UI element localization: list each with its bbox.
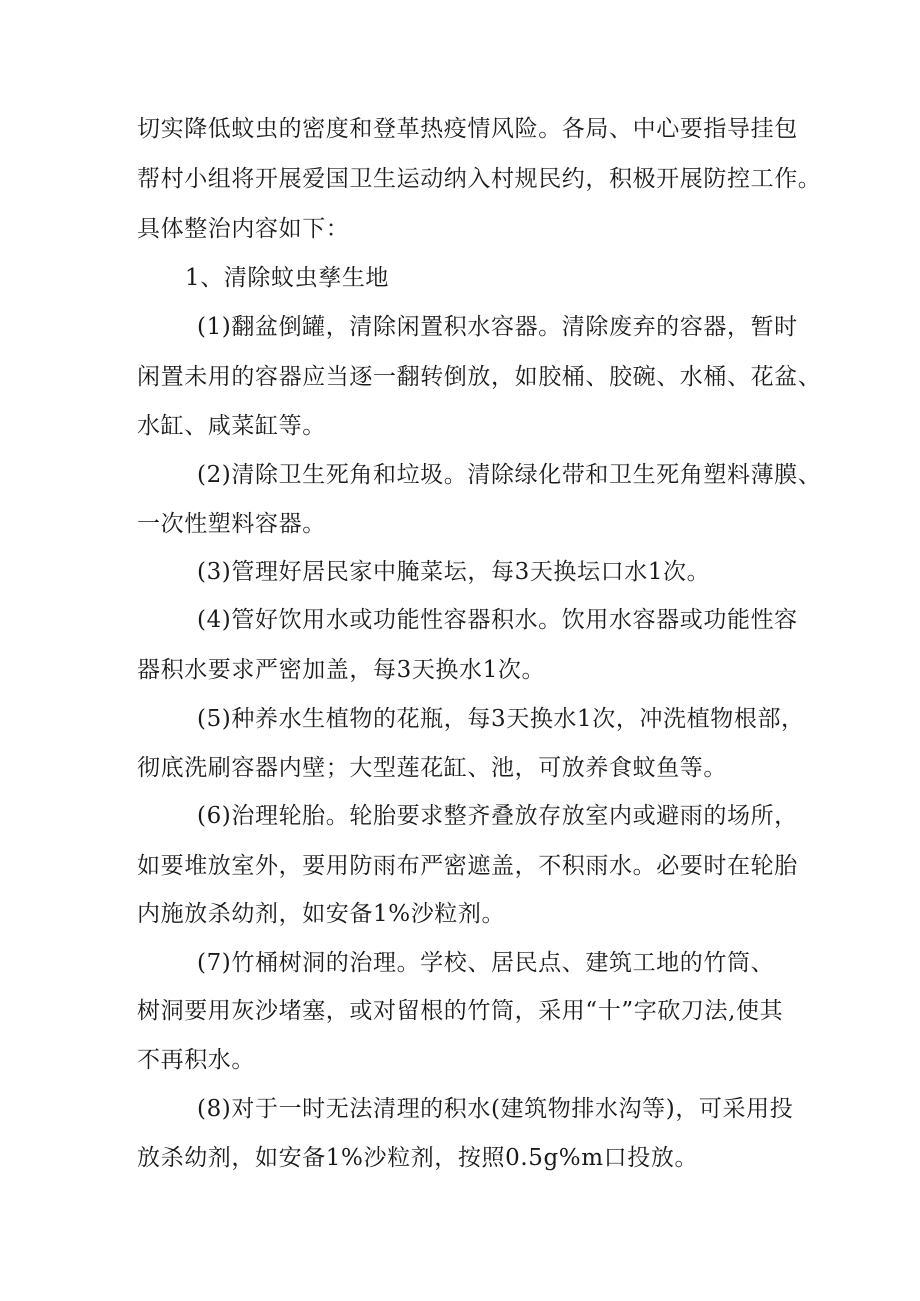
text-line: (8)对于一时无法清理的积水(建筑物排水沟等)，可采用投 <box>197 1096 794 1122</box>
text-line: 器积水要求严密加盖，每3天换水1次。 <box>137 657 546 683</box>
text-line: 切实降低蚊虫的密度和登革热疫情风险。各局、中心要指导挂包 <box>137 116 798 142</box>
text-line: (7)竹桶树洞的治理。学校、居民点、建筑工地的竹筒、 <box>197 950 775 976</box>
text-line: 不再积水。 <box>137 1047 255 1073</box>
text-line: 具体整治内容如下： <box>137 216 350 242</box>
text-line: 放杀幼剂，如安备1%沙粒剂，按照0.5g%m口投放。 <box>137 1145 699 1171</box>
section-heading: 1、清除蚊虫孳生地 <box>185 265 390 291</box>
text-line: (5)种养水生植物的花瓶，每3天换水1次，冲洗植物根部， <box>197 706 805 732</box>
text-line: 帮村小组将开展爱国卫生运动纳入村规民约，积极开展防控工作。 <box>137 166 822 192</box>
text-line: (6)治理轮胎。轮胎要求整齐叠放存放室内或避雨的场所， <box>197 803 798 829</box>
text-line: 如要堆放室外，要用防雨布严密遮盖，不积雨水。必要时在轮胎 <box>137 853 798 879</box>
text-line: 彻底洗刷容器内壁；大型莲花缸、池，可放养食蚊鱼等。 <box>137 755 727 781</box>
text-line: 闲置未用的容器应当逐一翻转倒放，如胶桶、胶碗、水桶、花盆、 <box>137 364 822 390</box>
text-line: (4)管好饮用水或功能性容器积水。饮用水容器或功能性容 <box>197 607 798 633</box>
text-line: 水缸、咸菜缸等。 <box>137 413 326 439</box>
text-line: (3)管理好居民家中腌菜坛，每3天换坛口水1次。 <box>197 559 711 585</box>
text-line: (2)清除卫生死角和垃圾。清除绿化带和卫生死角塑料薄膜、 <box>197 462 822 488</box>
text-line: (1)翻盆倒罐，清除闲置积水容器。清除废弃的容器，暂时 <box>197 314 798 340</box>
text-line: 内施放杀幼剂，如安备1%沙粒剂。 <box>137 901 506 927</box>
text-line: 树洞要用灰沙堵塞，或对留根的竹筒，采用“十”字砍刀法,使其 <box>137 998 784 1024</box>
text-line: 一次性塑料容器。 <box>137 511 326 537</box>
